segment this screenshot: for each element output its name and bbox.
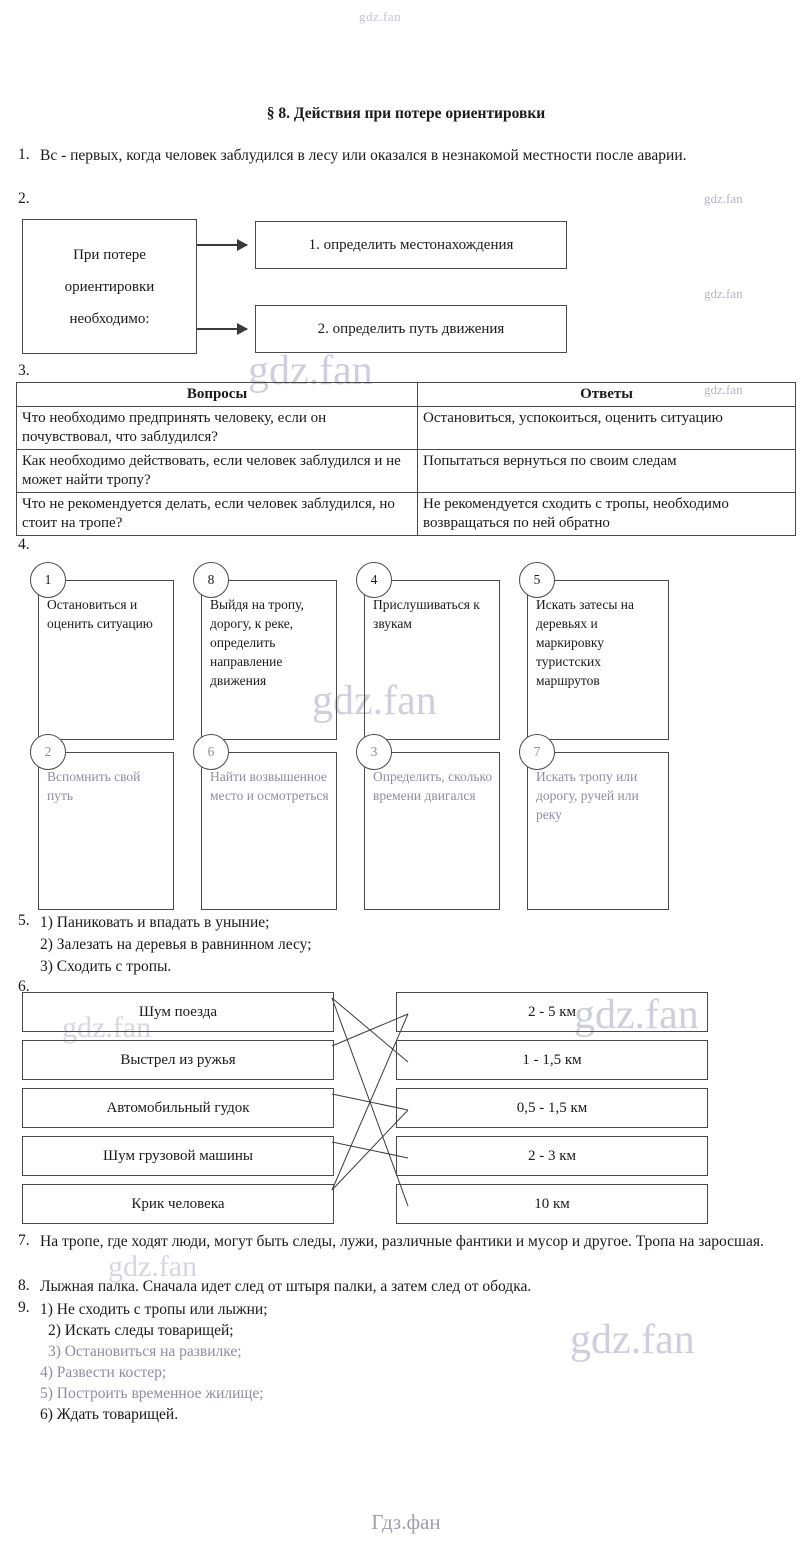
diagram-left-line-2: ориентировки xyxy=(64,278,155,295)
task-4-number: 4. xyxy=(18,536,30,553)
task-7-number: 7. xyxy=(18,1232,30,1249)
table-header-row xyxy=(17,383,796,407)
questions-answers-table xyxy=(16,382,796,536)
task-5-number: 5. xyxy=(18,912,30,929)
step-badge-6 xyxy=(193,734,229,770)
table-cell-question: Что необходимо предпринять человеку, если он почувствовал, что заблудился? xyxy=(17,407,418,450)
task-5-item-1: 1) Паниковать и впадать в уныние; xyxy=(40,914,270,931)
step-card-6-text: Найти возвышенное место и осмотреться xyxy=(210,769,329,803)
match-right-2 xyxy=(396,1040,708,1080)
step-badge-3-label: 4 xyxy=(370,572,378,587)
task-1-text: Вс - первых, когда человек заблудился в лесу или оказался в незнакомой местности после аварии. xyxy=(40,147,687,164)
step-card-2 xyxy=(201,580,337,740)
table-row xyxy=(17,493,796,536)
task-1-number: 1. xyxy=(18,146,30,163)
watermark-big-3: gdz.fan xyxy=(574,992,699,1038)
match-left-2 xyxy=(22,1040,334,1080)
match-right-5 xyxy=(396,1184,708,1224)
table-cell-answer: Не рекомендуется сходить с тропы, необходимо возвращаться по ней обратно xyxy=(418,493,796,536)
match-left-3-label: Автомобильный гудок xyxy=(106,1099,250,1116)
table-cell-answer: Попытаться вернуться по своим следам xyxy=(418,450,796,493)
step-card-4 xyxy=(527,580,669,740)
table-cell-question: Что не рекомендуется делать, если человек заблудился, но стоит на тропе? xyxy=(17,493,418,536)
diagram-left-line-1: При потере xyxy=(73,246,146,263)
step-badge-1-label: 1 xyxy=(44,572,52,587)
step-card-2-text: Выйдя на тропу, дорогу, к реке, определить направление движения xyxy=(210,597,304,688)
step-card-1 xyxy=(38,580,174,740)
task-9-item-3: 3) Остановиться на развилке; xyxy=(48,1343,242,1360)
task-5-item-3: 3) Сходить с тропы. xyxy=(40,958,172,975)
step-card-8-text: Искать тропу или дорогу, ручей или реку xyxy=(536,769,639,822)
task-8-text: Лыжная палка. Сначала идет след от штыря палки, а затем след от ободка. xyxy=(40,1278,532,1295)
step-card-5-text: Вспомнить свой путь xyxy=(47,769,141,803)
diagram-left-box xyxy=(22,219,197,354)
match-right-4-label: 2 - 3 км xyxy=(527,1147,577,1164)
match-right-1-label: 2 - 5 км xyxy=(527,1003,577,1020)
task-8-number: 8. xyxy=(18,1277,30,1294)
match-left-3 xyxy=(22,1088,334,1128)
watermark-big-4: gdz.fan xyxy=(570,1317,695,1363)
match-left-1-label: Шум поезда xyxy=(138,1003,218,1020)
match-right-4 xyxy=(396,1136,708,1176)
watermark-big-1: gdz.fan xyxy=(248,348,373,394)
match-right-1 xyxy=(396,992,708,1032)
task-5-item-2: 2) Залезать на деревья в равнинном лесу; xyxy=(40,936,312,953)
step-card-6 xyxy=(201,752,337,910)
column-header-questions: Вопросы xyxy=(17,383,418,407)
match-right-2-label: 1 - 1,5 км xyxy=(522,1051,582,1068)
step-badge-8 xyxy=(519,734,555,770)
footer-watermark: Гдз.фан xyxy=(371,1510,441,1534)
match-left-2-label: Выстрел из ружья xyxy=(120,1051,236,1068)
step-badge-4 xyxy=(519,562,555,598)
step-badge-6-label: 6 xyxy=(207,744,215,759)
table-cell-question: Как необходимо действовать, если человек заблудился и не может найти тропу? xyxy=(17,450,418,493)
task-2-number: 2. xyxy=(18,190,30,207)
step-card-7 xyxy=(364,752,500,910)
step-badge-2-label: 8 xyxy=(207,572,215,587)
task-9-number: 9. xyxy=(18,1299,30,1316)
diagram-left-line-3: необходимо: xyxy=(69,310,150,327)
task-9-item-4: 4) Развести костер; xyxy=(40,1364,167,1381)
step-card-4-text: Искать затесы на деревьях и маркировку туристских маршрутов xyxy=(536,597,635,688)
watermark-small-3: gdz.fan xyxy=(704,382,743,397)
diagram-right-box-1-label: 1. определить местонахождения xyxy=(308,236,514,253)
step-badge-1 xyxy=(30,562,66,598)
diagram-arrow-2 xyxy=(197,328,247,330)
column-header-answers: Ответы xyxy=(418,383,796,407)
step-badge-3 xyxy=(356,562,392,598)
match-right-3 xyxy=(396,1088,708,1128)
match-left-5 xyxy=(22,1184,334,1224)
match-left-5-label: Крик человека xyxy=(131,1195,225,1212)
page-title: § 8. Действия при потере ориентировки xyxy=(266,105,546,122)
step-badge-5-label: 2 xyxy=(44,744,52,759)
table-row xyxy=(17,407,796,450)
match-left-1 xyxy=(22,992,334,1032)
match-right-5-label: 10 км xyxy=(534,1195,570,1212)
diagram-right-box-2-label: 2. определить путь движения xyxy=(317,320,505,337)
step-card-5 xyxy=(38,752,174,910)
step-card-3-text: Прислушиваться к звукам xyxy=(373,597,480,631)
task-7-text: На тропе, где ходят люди, могут быть следы, лужи, различные фантики и мусор и другое. Тропа на заросшая. xyxy=(40,1233,764,1250)
task-9-item-5: 5) Построить временное жилище; xyxy=(40,1385,264,1402)
step-badge-7-label: 3 xyxy=(370,744,378,759)
task-9-item-1: 1) Не сходить с тропы или лыжни; xyxy=(40,1301,268,1318)
diagram-arrow-1 xyxy=(197,244,247,246)
step-badge-5 xyxy=(30,734,66,770)
step-card-1-text: Остановиться и оценить ситуацию xyxy=(47,597,153,631)
task-9-item-2: 2) Искать следы товарищей; xyxy=(48,1322,234,1339)
step-badge-7 xyxy=(356,734,392,770)
watermark-small-1: gdz.fan xyxy=(704,191,743,206)
diagram-right-box-2 xyxy=(255,305,567,353)
step-badge-8-label: 7 xyxy=(533,744,541,759)
task-3-number: 3. xyxy=(18,362,30,379)
match-left-4-label: Шум грузовой машины xyxy=(103,1147,253,1164)
step-card-8 xyxy=(527,752,669,910)
step-card-3 xyxy=(364,580,500,740)
watermark-big-2: gdz.fan xyxy=(312,678,437,724)
task-6-number: 6. xyxy=(18,978,30,995)
table-row xyxy=(17,450,796,493)
diagram-right-box-1 xyxy=(255,221,567,269)
watermark-mid-2: gdz.fan xyxy=(108,1250,198,1283)
match-right-3-label: 0,5 - 1,5 км xyxy=(516,1099,588,1116)
step-card-7-text: Определить, сколько времени двигался xyxy=(373,769,493,803)
step-badge-2 xyxy=(193,562,229,598)
task-9-item-6: 6) Ждать товарищей. xyxy=(40,1406,179,1423)
watermark-small-2: gdz.fan xyxy=(704,286,743,301)
table-cell-answer: Остановиться, успокоиться, оценить ситуацию xyxy=(418,407,796,450)
watermark-top: gdz.fan xyxy=(359,9,402,24)
watermark-mid-1: gdz.fan xyxy=(62,1011,152,1044)
step-badge-4-label: 5 xyxy=(533,572,541,587)
match-left-4 xyxy=(22,1136,334,1176)
